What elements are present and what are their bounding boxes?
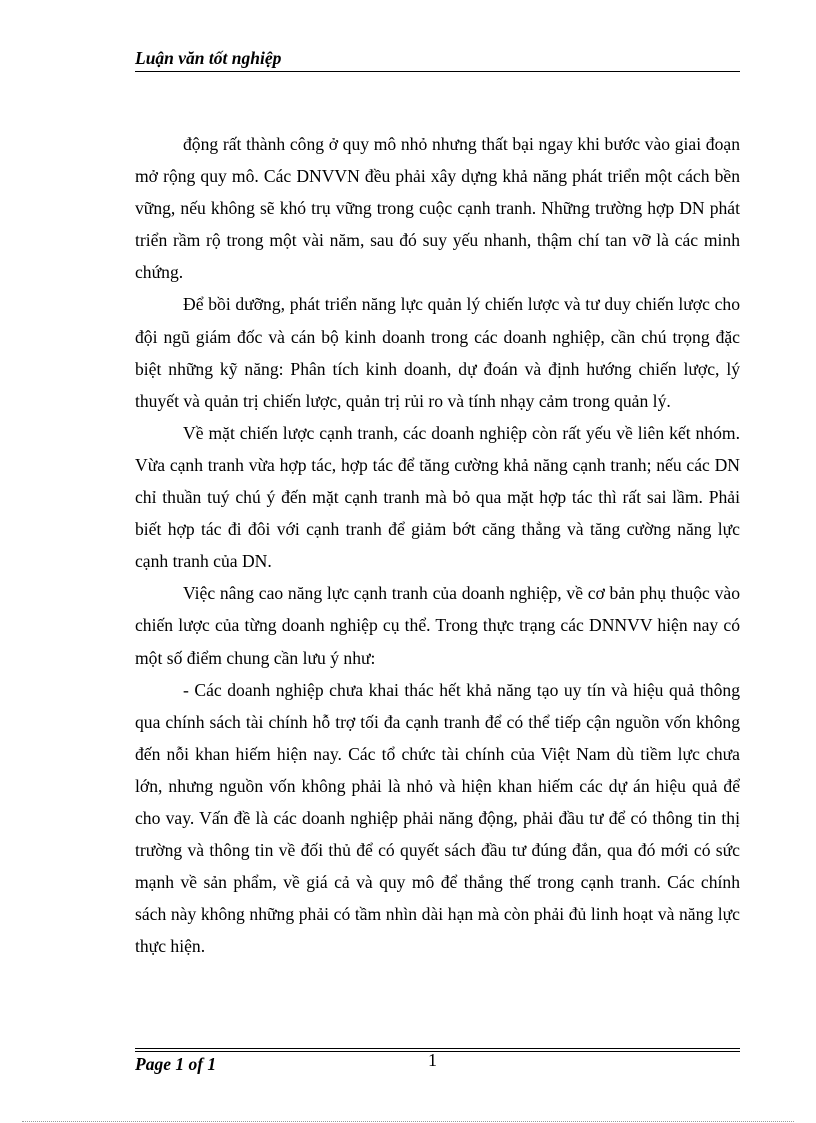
paragraph-2: Để bồi dưỡng, phát triển năng lực quản lý chiến lược và tư duy chiến lược cho đội ngũ giám đốc và cán bộ kinh doanh trong các doanh nghiệp, cần chú trọng đặc biệt những kỹ năng: Phân tích kinh doanh, dự đoán và định hướng chiến lược, lý thuyết và quản trị chiến lược, quản trị rủi ro và tính nhạy cảm trong quản lý.: [135, 294, 740, 411]
footer-rule: [135, 1048, 740, 1052]
page-number: 1: [428, 1050, 437, 1070]
page-header: [135, 48, 740, 74]
header-title: Luận văn tốt nghiệp: [135, 48, 282, 68]
paragraph-5: - Các doanh nghiệp chưa khai thác hết khả năng tạo uy tín và hiệu quả thông qua chính sách tài chính hỗ trợ tối đa cạnh tranh để có thể tiếp cận nguồn vốn không đến nỗi khan hiếm hiện nay. Các tổ chức tài chính của Việt Nam dù tiềm lực chưa lớn, nhưng nguồn vốn không phải là nhỏ và hiện khan hiếm các dự án hiệu quả để cho vay. Vấn đề là các doanh nghiệp phải năng động, phải đầu tư để có thông tin thị trường và thông tin về đối thủ để có quyết sách đầu tư đúng đắn, qua đó mới có sức mạnh về sản phẩm, về giá cả và quy mô để thắng thế trong cạnh tranh. Các chính sách này không những phải có tầm nhìn dài hạn mà còn phải đủ linh hoạt và năng lực thực hiện.: [135, 679, 740, 957]
header-rule: [135, 71, 740, 72]
page-label: Page 1 of 1: [135, 1054, 217, 1074]
paragraph-4: Việc nâng cao năng lực cạnh tranh của doanh nghiệp, về cơ bản phụ thuộc vào chiến lược của từng doanh nghiệp cụ thể. Trong thực trạng các DNNVV hiện nay có một số điểm chung cần lưu ý như:: [135, 583, 740, 668]
body-text: [135, 128, 740, 962]
paragraph-3: Về mặt chiến lược cạnh tranh, các doanh nghiệp còn rất yếu về liên kết nhóm. Vừa cạnh tranh vừa hợp tác, hợp tác để tăng cường khả năng cạnh tranh; nếu các DN chỉ thuần tuý chú ý đến mặt cạnh tranh mà bỏ qua mặt hợp tác thì rất sai lầm. Phải biết hợp tác đi đôi với cạnh tranh để giảm bớt căng thẳng và tăng cường năng lực cạnh tranh của DN.: [135, 422, 740, 572]
paragraph-1: động rất thành công ở quy mô nhỏ nhưng thất bại ngay khi bước vào giai đoạn mở rộng quy mô. Các DNVVN đều phải xây dựng khả năng phát triển một cách bền vững, nếu không sẽ khó trụ vững trong cuộc cạnh tranh. Những trường hợp DN phát triển rầm rộ trong một vài năm, sau đó suy yếu nhanh, thậm chí tan vỡ là các minh chứng.: [135, 134, 740, 283]
page-bottom-border: [22, 1121, 794, 1122]
